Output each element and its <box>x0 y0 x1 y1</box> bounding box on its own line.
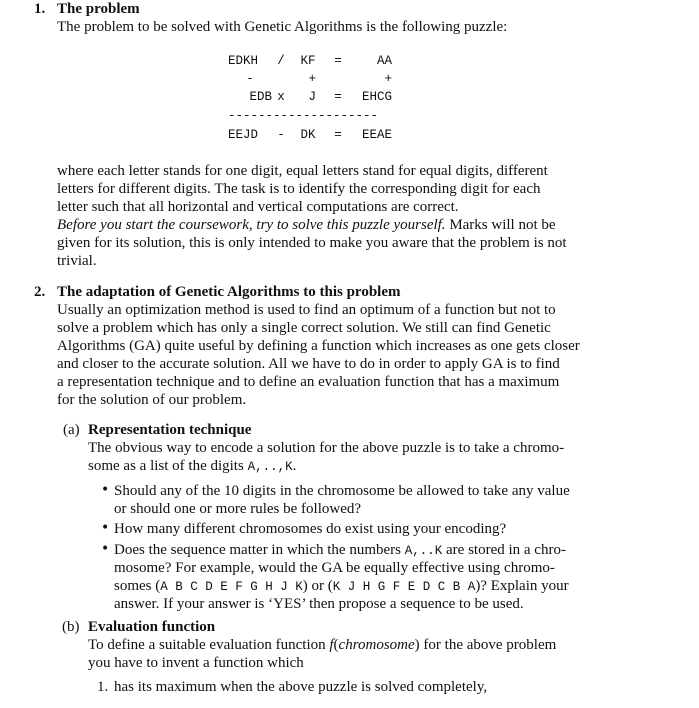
bullet-icon: • <box>101 482 110 498</box>
puzzle-cell: AA <box>376 54 392 68</box>
note-line: given for its solution, this is only intended to make you aware that the problem is not <box>57 235 567 251</box>
section-1-number: 1. <box>34 1 46 17</box>
note-line: trivial. <box>57 253 97 269</box>
text: ( <box>333 637 339 653</box>
subsection-b-title: Evaluation function <box>88 619 216 635</box>
bullet-icon: • <box>101 541 110 557</box>
section-2-line: a representation technique and to define an evaluation function that has a maximum <box>57 374 560 390</box>
puzzle-cell: EEAE <box>361 128 392 142</box>
mono-text: K J H G F E D C B A <box>332 580 476 594</box>
puzzle-cell: DK <box>300 128 316 142</box>
text: some as a list of the digits <box>88 458 248 474</box>
text: ) or ( <box>302 578 333 594</box>
puzzle-cell: x <box>277 90 285 104</box>
para-line: letters for different digits. The task is to identify the corresponding digit for each <box>57 181 541 197</box>
text: ) <box>414 637 420 653</box>
bullet-line: or should one or more rules be followed? <box>114 501 362 517</box>
note-after-italic: Marks will not be <box>445 217 556 233</box>
text: somes ( <box>114 578 161 594</box>
note-line <box>57 216 556 234</box>
puzzle-op: - <box>246 72 254 86</box>
text: for the above problem <box>419 637 557 653</box>
list-item: has its maximum when the above puzzle is solved completely, <box>114 679 488 695</box>
subsection-a-label: (a) <box>63 422 80 438</box>
section-2-line: Usually an optimization method is used to find an optimum of a function but not to <box>57 302 556 318</box>
bullet-line: mosome? For example, would the GA be equally effective using chromo- <box>114 560 555 576</box>
puzzle-divider: -------------------- <box>228 109 379 123</box>
bullet-line: answer. If your answer is ‘YES’ then propose a sequence to be used. <box>114 596 524 612</box>
para-line: letter such that all horizontal and vertical computations are correct. <box>57 199 459 215</box>
subsection-a-line: The obvious way to encode a solution for the above puzzle is to take a chromo- <box>88 440 565 456</box>
subsection-b-line <box>88 636 556 654</box>
puzzle-cell: = <box>334 54 342 68</box>
section-2-line: for the solution of our problem. <box>57 392 247 408</box>
section-2-line: Algorithms (GA) quite useful by defining a function which increases as one gets closer <box>57 338 580 354</box>
section-2-line: solve a problem which has only a single correct solution. We still can find Genetic <box>57 320 551 336</box>
text: )? Explain your <box>475 578 569 594</box>
puzzle-op: + <box>308 72 316 86</box>
puzzle-cell: - <box>277 128 285 142</box>
puzzle-cell: EHCG <box>361 90 392 104</box>
bullet-icon: • <box>101 520 110 536</box>
para-line: where each letter stands for one digit, equal letters stand for equal digits, different <box>57 163 548 179</box>
text: . <box>292 458 297 474</box>
puzzle-cell: J <box>308 90 316 104</box>
section-1-intro: The problem to be solved with Genetic Algorithms is the following puzzle: <box>57 19 508 35</box>
puzzle-cell: = <box>334 90 342 104</box>
text: Does the sequence matter in which the numbers <box>114 542 405 558</box>
puzzle-cell: EDKH <box>228 54 259 68</box>
text: To define a suitable evaluation function <box>88 637 330 653</box>
subsection-a-line <box>88 457 296 476</box>
puzzle-cell: = <box>334 128 342 142</box>
section-2-title: The adaptation of Genetic Algorithms to this problem <box>57 284 401 300</box>
mono-text: A,..K <box>404 544 443 558</box>
bullet-line: How many different chromosomes do exist using your encoding? <box>114 521 507 537</box>
subsection-b-line: you have to invent a function which <box>88 655 304 671</box>
puzzle-cell: EDB <box>249 90 272 104</box>
mono-text: A B C D E F G H J K <box>160 580 303 594</box>
puzzle-op: + <box>384 72 392 86</box>
puzzle <box>228 52 392 144</box>
subsection-b-label: (b) <box>62 619 80 635</box>
bullet-line: Should any of the 10 digits in the chromosome be allowed to take any value <box>114 483 570 499</box>
mono-text: A,..,K <box>247 460 293 474</box>
puzzle-cell: KF <box>300 54 316 68</box>
math-f: f <box>329 637 334 653</box>
section-1-title: The problem <box>57 1 140 17</box>
puzzle-cell: EEJD <box>228 128 259 142</box>
note-italic: Before you start the coursework, try to solve this puzzle yourself. <box>57 217 446 233</box>
bullet-line <box>114 577 569 596</box>
bullet-line <box>114 541 566 560</box>
text: are stored in a chro- <box>442 542 566 558</box>
subsection-a-title: Representation technique <box>88 422 252 438</box>
math-arg: chromosome <box>338 637 415 653</box>
section-2-line: and closer to the accurate solution. All we have to do in order to apply GA is to find <box>57 356 560 372</box>
list-number: 1. <box>97 679 109 695</box>
puzzle-cell: / <box>277 54 285 68</box>
section-2-number: 2. <box>34 284 46 300</box>
